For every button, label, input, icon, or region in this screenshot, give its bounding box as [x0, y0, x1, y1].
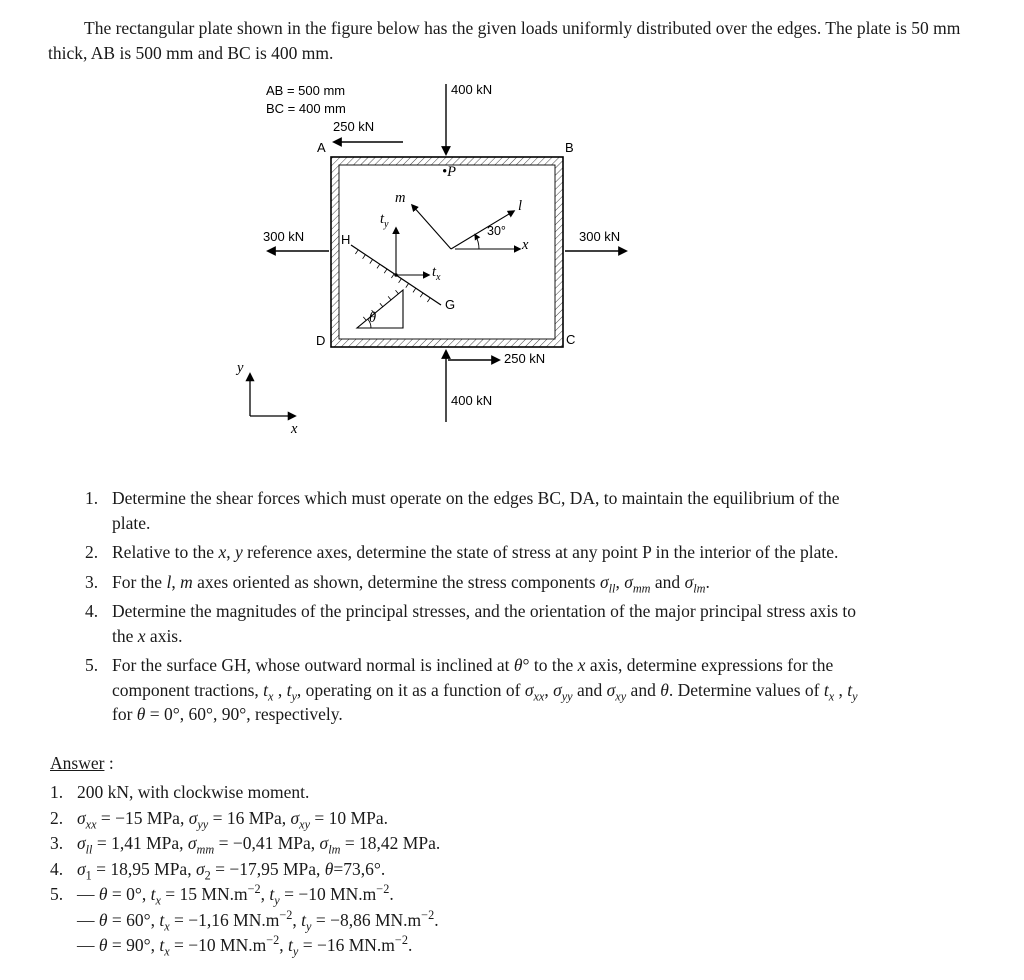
answer-item-3	[50, 831, 920, 857]
answer-item-2	[50, 806, 920, 832]
l-axis-label: l	[518, 198, 523, 214]
m-axis-label: m	[395, 190, 406, 206]
answer-text	[77, 882, 920, 959]
angle-30-arc	[475, 235, 479, 249]
dim-label-bc: BC = 400 mm	[266, 101, 346, 116]
answer-number: 1.	[50, 782, 64, 802]
load-label-bottom-400kn: 400 kN	[451, 393, 493, 408]
plate-figure	[233, 80, 673, 446]
answer-item-1	[50, 780, 920, 806]
question-item-2	[85, 540, 863, 565]
question-number: 2.	[85, 542, 99, 562]
angle-30-label: 30°	[487, 224, 506, 238]
answer-text: $\sigma_{xx} = -15$ MPa, $\sigma_{yy} = 16$ MPa, $\sigma_{xy} = 10$ MPa.	[77, 807, 388, 831]
corner-label-a: A	[317, 140, 326, 155]
ref-x-axis-label: x	[291, 421, 298, 437]
load-label-top-250kn: 250 kN	[333, 119, 375, 134]
reference-axes	[250, 374, 295, 416]
answer-number: 3.	[50, 833, 64, 853]
answer-label: Answer	[50, 752, 105, 773]
plate-figure-drawing	[233, 80, 673, 446]
dim-label-ab: AB = 500 mm	[266, 83, 346, 98]
problem-page	[0, 16, 1024, 980]
question-number: 5.	[85, 655, 99, 675]
traction-axes	[396, 228, 429, 275]
load-label-top-400kn: 400 kN	[451, 82, 493, 97]
answer-section	[50, 751, 920, 959]
question-item-3	[85, 570, 863, 595]
m-axis-arrow	[412, 205, 451, 249]
answer-colon: :	[104, 752, 114, 773]
tx-label: $t_x$	[432, 264, 441, 283]
load-label-bottom-250kn: 250 kN	[504, 351, 546, 366]
answer-number: 4.	[50, 858, 64, 879]
question-item-1	[85, 486, 863, 535]
question-number: 1.	[85, 488, 99, 508]
ref-y-axis-label: y	[237, 360, 244, 376]
load-label-left-300kn: 300 kN	[263, 229, 305, 244]
answer-heading	[50, 751, 920, 777]
question-number: 4.	[85, 601, 99, 621]
answer-item-5	[50, 882, 920, 959]
question-item-5	[85, 653, 863, 727]
corner-label-b: B	[565, 140, 574, 155]
theta-label: θ	[369, 310, 377, 326]
problem-statement: The rectangular plate shown in the figure below has the given loads uniformly distributed over the edges. The plate is 50 mm thick, AB is 500 mm and BC is 400 mm.	[48, 18, 961, 63]
answer-text: 200 kN, with clockwise moment.	[77, 782, 310, 802]
g-label: G	[445, 297, 456, 312]
question-text: Determine the magnitudes of the principal stresses, and the orientation of the major principal stress axis to the x axis.	[112, 601, 857, 646]
answer-line-theta-0: — θ = 0°, $t_x = 15$ $MN.m^{-2}$, $t_y = -10$ $MN.m^{-2}$.	[77, 882, 394, 908]
answer-text: $\sigma_{ll} = 1,41$ MPa, $\sigma_{mm} = -0,41$ MPa, $\sigma_{lm} = 18,42$ MPa.	[77, 833, 441, 857]
question-text: Determine the shear forces which must operate on the edges BC, DA, to maintain the equilibrium of the plate.	[112, 488, 840, 533]
point-p-label: •P	[442, 164, 456, 180]
answer-text: $\sigma_1 = 18,95$ MPa, $\sigma_2 = -17,95$ MPa, θ=73,6°.	[77, 858, 386, 882]
answer-number: 2.	[50, 807, 64, 828]
ty-label: $t_y$	[380, 211, 389, 230]
question-text: Relative to the x, y reference axes, determine the state of stress at any point P in the interior of the plate.	[112, 542, 839, 562]
answer-number: 5.	[50, 884, 64, 904]
questions-list	[85, 486, 863, 727]
answer-line-theta-90: — θ = 90°, $t_x = -10$ $MN.m^{-2}$, $t_y = -16$ $MN.m^{-2}$.	[77, 933, 413, 959]
answer-item-4	[50, 857, 920, 883]
answer-line-theta-60: — θ = 60°, $t_x = -1,16$ $MN.m^{-2}$, $t_y = -8,86$ $MN.m^{-2}$.	[77, 907, 439, 933]
question-number: 3.	[85, 571, 99, 592]
theta-triangle	[357, 290, 403, 328]
x-axis-label: x	[522, 237, 529, 253]
question-item-4	[85, 599, 863, 648]
h-label: H	[341, 232, 351, 247]
question-text: For the l, m axes oriented as shown, determine the stress components $\sigma_{ll}$, $\sigma_{mm}$ and $\sigma_{lm}$.	[112, 571, 710, 595]
corner-label-d: D	[316, 333, 326, 348]
load-arrows	[268, 84, 626, 422]
load-label-right-300kn: 300 kN	[579, 229, 621, 244]
question-text: For the surface GH, whose outward normal is inclined at θ° to the x axis, determine expressions for the component tractions, $t_x$ , $t_y$, operating on it as a function of $\sigma_{xx}$, $\sigma_{yy}$ and $\sigma_{xy}$ and θ. Determine values of $t_x$ , $t_y$ for θ = 0°, 60°, 90°, respectively.	[112, 655, 858, 724]
corner-label-c: C	[566, 332, 576, 347]
